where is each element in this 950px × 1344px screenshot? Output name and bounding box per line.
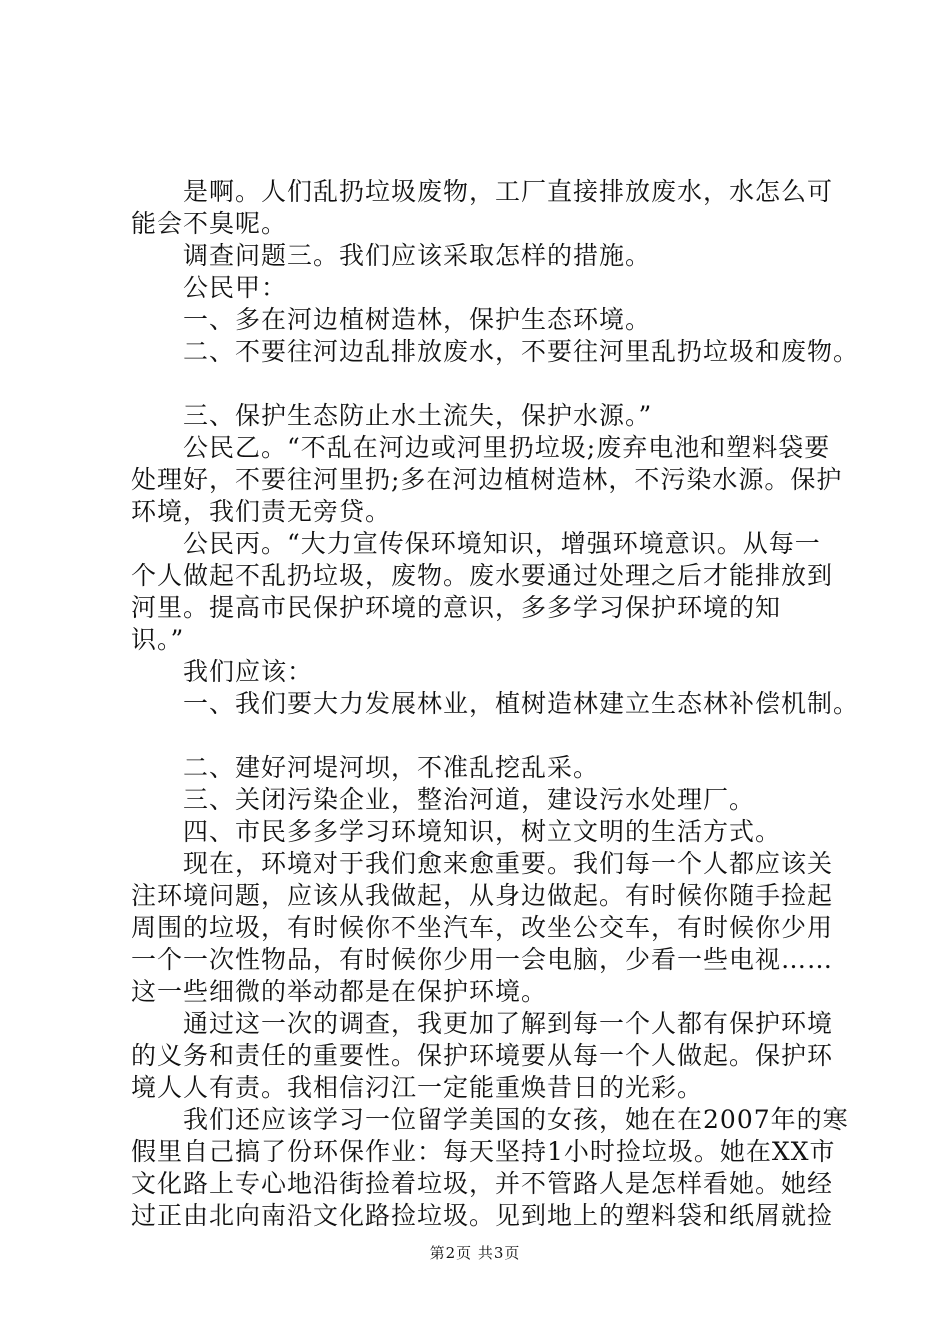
text-line: 公民甲： <box>131 273 288 302</box>
text-line: 我们应该： <box>131 657 314 686</box>
text-line: 我们还应该学习一位留学美国的女孩，她在在2007年的寒 <box>131 1105 849 1134</box>
text-line: 这一些细微的举动都是在保护环境。 <box>131 977 548 1006</box>
text-line: 公民乙。“不乱在河边或河里扔垃圾;废弃电池和塑料袋要 <box>131 433 831 462</box>
text-line: 二、不要往河边乱排放废水，不要往河里乱扔垃圾和废物。 <box>131 337 860 366</box>
text-line: 环境，我们责无旁贷。 <box>131 497 392 526</box>
blank-line <box>131 368 836 400</box>
text-line: 文化路上专心地沿街捡着垃圾，并不管路人是怎样看她。她经 <box>131 1169 834 1198</box>
text-line: 识。” <box>131 625 185 654</box>
text-line: 注环境问题，应该从我做起，从身边做起。有时候你随手捡起 <box>131 881 834 910</box>
text-line: 调查问题三。我们应该采取怎样的措施。 <box>131 241 652 270</box>
blank-line <box>131 720 836 752</box>
text-line: 公民丙。“大力宣传保环境知识，增强环境意识。从每一 <box>131 529 821 558</box>
text-line: 一、多在河边植树造林，保护生态环境。 <box>131 305 652 334</box>
text-line: 一个一次性物品，有时候你少用一会电脑，少看一些电视…… <box>131 945 834 974</box>
text-line: 过正由北向南沿文化路捡垃圾。见到地上的塑料袋和纸屑就捡 <box>131 1201 834 1230</box>
page-number-footer: 第2页 共3页 <box>429 1244 521 1262</box>
text-line: 三、关闭污染企业，整治河道，建设污水处理厂。 <box>131 785 756 814</box>
text-line: 通过这一次的调查，我更加了解到每一个人都有保护环境 <box>131 1009 834 1038</box>
text-line: 能会不臭呢。 <box>131 209 288 238</box>
text-line: 是啊。人们乱扔垃圾废物，工厂直接排放废水，水怎么可 <box>131 177 834 206</box>
text-line: 现在，环境对于我们愈来愈重要。我们每一个人都应该关 <box>131 849 834 878</box>
text-line: 的义务和责任的重要性。保护环境要从每一个人做起。保护环 <box>131 1041 834 1070</box>
text-line: 境人人有责。我相信汈江一定能重焕昔日的光彩。 <box>131 1073 704 1102</box>
text-line: 处理好，不要往河里扔;多在河边植树造林，不污染水源。保护 <box>131 465 843 494</box>
text-line: 河里。提高市民保护环境的意识，多多学习保护环境的知 <box>131 593 782 622</box>
text-line: 个人做起不乱扔垃圾，废物。废水要通过处理之后才能排放到 <box>131 561 834 590</box>
text-line: 一、我们要大力发展林业，植树造林建立生态林补偿机制。 <box>131 689 860 718</box>
text-line: 假里自己搞了份环保作业：每天坚持1小时捡垃圾。她在XX市 <box>131 1137 836 1166</box>
document-body <box>131 176 860 1232</box>
text-line: 三、保护生态防止水土流失，保护水源。” <box>131 401 653 430</box>
text-line: 周围的垃圾，有时候你不坐汽车，改坐公交车，有时候你少用 <box>131 913 834 942</box>
text-line: 四、市民多多学习环境知识，树立文明的生活方式。 <box>131 817 782 846</box>
text-line: 二、建好河堤河坝，不准乱挖乱采。 <box>131 753 600 782</box>
